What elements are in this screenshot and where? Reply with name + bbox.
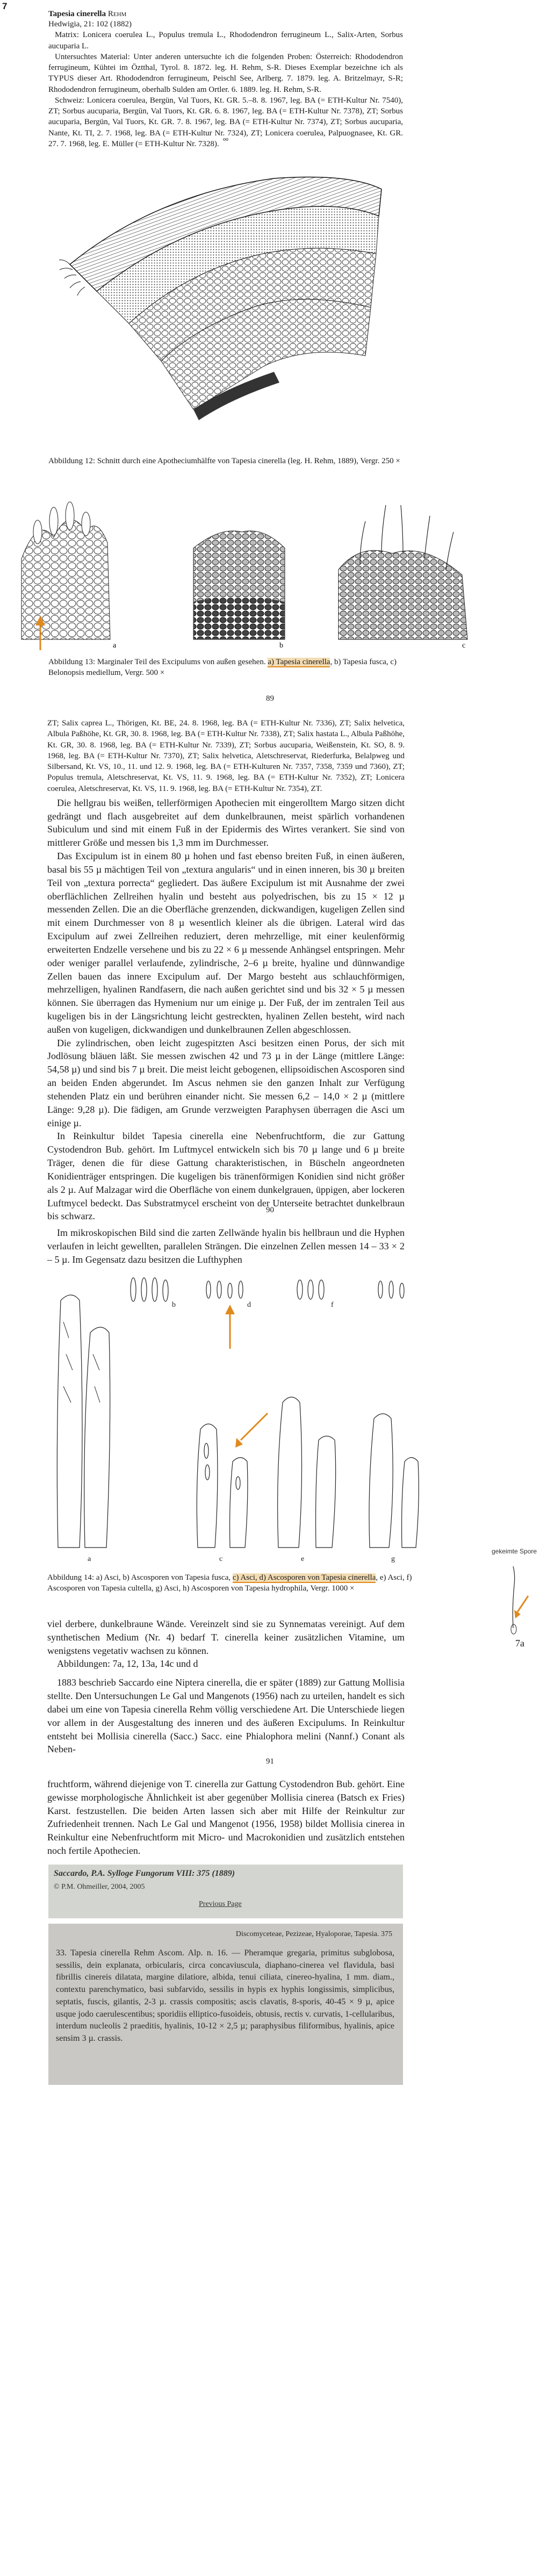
page-marker: 7 — [2, 1, 8, 11]
label-b: b — [279, 642, 283, 650]
matrix-text: Matrix: Lonicera coerulea L., Populus tremula L., Rhododendron ferrugineum L., Salix-Arten, Sorbus aucuparia L. — [48, 31, 403, 51]
scanned-saccardo-page — [48, 1924, 403, 2085]
label-e: e — [301, 1555, 305, 1563]
page-91-paragraph: fruchtform, während diejenige von T. cinerella zur Gattung Cystodendron Bub. gehört. Eine gewisse morphologische Ähnlichkeit ist aber gegenüber Mollisia cinerea (Batsch ex Fries) Karst. festzustellen. Die beiden Arten lassen sich aber mit Hilfe der Reinkultur zur Zufriedenheit trennen. Nach Le Gal und Mangenot (1956, 1958) bildet Mollisia cinerea in Reinkultur eine Nebenfruchtform mit Micro- und Macrokonidien und zusätzlich entstehen noch fertile Apothecien. — [47, 1779, 405, 1857]
excipulum-paragraph: Das Excipulum ist in einem 80 µ hohen und fast ebenso breiten Fuß, in einen äußeren, basal bis 55 µ mächtigen Teil von „textura angularis“ und in einen inneren, bis 30 µ breiten Teil von „textura porrecta“ gegliedert. Das äußere Excipulum ist mit Ausnahme der zwei oberflächlichen Zellreihen hyalin und besteht aus polyedrischen, bis zu 15 × 12 µ messenden Zellen. Die an die Oberfläche grenzenden, dickwandigen, kugeligen Zellen sind mit einem Durchmesser von 8 µ wesentlich kleiner als die übrigen. Lateral wird das Excipulum auf zwei Zellreihen reduziert, deren mehrzellige, mit einer keulenförmig erweiterten Endzelle versehene und bis zu 22 × 6 µ messende Anhängsel entspringen. Mehr oder weniger parallel verlaufende, zylindrische, 2–6 µ breite, hyaline und dünnwandige Zellen bauen das innere Excipulum auf. Der Margo besteht aus schlauchförmigen, mehrzelligen, hyalinen Randfasern, die nach außen gerichtet sind und bis 32 × 5 µ messen können. Sie überragen das Hymenium nur um einige µ. Der Fuß, der im zentralen Teil aus kugeligen bis in der Längsrichtung leicht gestreckten, hyalinen Zellen besteht, wird nach außen von kugeligen, dickwandigen und dunkelbraunen Zellen abgeschlossen. — [47, 851, 405, 1035]
label-a: a — [88, 1555, 91, 1563]
scan-header: Discomyceteae, Pezizeae, Hyaloporae, Tapesia. 375 — [235, 1930, 392, 1938]
label-c: c — [462, 642, 466, 650]
description-paragraph: Die hellgrau bis weißen, tellerförmigen Apothecien mit eingerolltem Margo sitzen dicht gedrängt und flach ausgebreitet auf dem dunkelbraunen, meist spärlich vorhandenen Subiculum und sind mit einem Fuß in der Epidermis des Wirtes verankert. Sie sind von mittlerer Größe und messen bis 1,3 mm im Durchmesser. — [47, 797, 405, 848]
asci-drawings — [47, 1268, 434, 1569]
card-copyright: © P.M. Ohmeiller, 2004, 2005 — [54, 1883, 145, 1891]
figure-14-caption: Abbildung 14: a) Asci, b) Ascosporen von Tapesia fusca, c) Asci, d) Ascosporen von Tapesia cinerella, e) Asci, f) Ascosporen von Tapesia cultella, g) Asci, h) Ascosporen von Tapesia hydrophila, Vergr. 1000 × — [47, 1573, 412, 1593]
figure-14 — [47, 1268, 434, 1612]
germinated-spore-figure — [492, 1548, 537, 1649]
highlighted-species: c) Asci, d) Ascosporen von Tapesia cinerella — [232, 1573, 376, 1582]
previous-page-link[interactable]: Previous Page — [199, 1900, 242, 1908]
figure-13-caption: Abbildung 13: Marginaler Teil des Excipulums von außen gesehen. a) Tapesia cinerella, b) Tapesia fusca, c) Belonopsis mediellum, Vergr. 500 × — [48, 658, 397, 678]
continuation-paragraph: viel derbere, dunkelbraune Wände. Vereinzelt sind sie zu Synnematas vereinigt. Auf dem synthetischen Medium (Nr. 4) bedarf T. cinerella keiner zusätzlichen Vitamine, um wenigstens vegetativ wachsen zu können. — [47, 1618, 405, 1656]
panel-a — [21, 502, 117, 650]
microscopy-paragraph: Im mikroskopischen Bild sind die zarten Zellwände hyalin bis hellbraun und die Hyphen verlaufen in leicht gewellten, parallelen Strängen. Die einzelnen Zellen messen 14 – 33 × 2 – 5 µ. Im Gegensatz dazu besitzen die Lufthyphen — [47, 1227, 405, 1265]
panel-b — [193, 531, 285, 650]
apothecium-section-drawing — [48, 130, 403, 463]
figure-12-caption: Abbildung 12: Schnitt durch eine Apotheciumhälfte von Tapesia cinerella (leg. H. Rehm, 1889), Vergr. 250 × — [48, 457, 400, 465]
spore-drawing — [492, 1564, 537, 1639]
species-title: Tapesia cinerella — [48, 10, 106, 18]
page-number-91: 91 — [266, 1757, 274, 1766]
figures-reference: Abbildungen: 7a, 12, 13a, 14c und d — [57, 1658, 198, 1670]
label-a: a — [113, 642, 117, 650]
panel-c — [339, 505, 467, 650]
page-number-89: 89 — [266, 694, 274, 703]
species-citation: Hedwigia, 21: 102 (1882) — [48, 20, 132, 28]
material-text: Untersuchtes Material: Unter anderen untersuchte ich die folgenden Proben: Österreich: Rhododendron ferrugineum, Kühtei im Öztthal, Tyrol. 8. 1872. leg. H. Rehm, S-R. Dieses Exemplar bezeichne ich als TYPUS dieser Art. Rhododendron ferrugineum, Peischl See, Arlberg. 7. 1879. leg. A. Britzelmayr, S-R; Rhododendron ferrugineum, oberhalb Sulden am Ortler. 6. 1889. leg. H. Rehm, S-R. — [48, 52, 403, 94]
page-90-lower — [47, 1617, 405, 1756]
page-90-body — [47, 718, 405, 1223]
figure-12 — [48, 130, 403, 463]
highlighted-species: a) Tapesia cinerella — [268, 658, 330, 666]
saccardo-paragraph: 1883 beschrieb Saccardo eine Niptera cinerella, die er später (1889) zur Gattung Mollisia stellte. Den Untersuchungen Le Gal und Mangenots (1956) nach zu urteilen, handelt es sich dabei um eine von Tapesia cinerella Rehm völlig verschiedene Art. Die Unterschiede liegen vor allem in der Ausgestaltung des inneren und des äußeren Excipulums. In Reinkultur entsteht bei Mollisia cinerella (Sacc.) Sacc. eine Phialophora melini (Nannf.) Conant als Neben- — [47, 1677, 405, 1755]
label-f: f — [331, 1301, 334, 1309]
side-note: gekeimte Spore — [492, 1548, 537, 1555]
excipulum-drawings — [16, 494, 521, 656]
card-title: Saccardo, P.A. Sylloge Fungorum VIII: 375 (1889) — [54, 1869, 235, 1878]
page-number-90: 90 — [266, 1206, 274, 1214]
asci-paragraph: Die zylindrischen, oben leicht zugespitzten Asci besitzen einen Porus, der sich mit Jodlösung bläuen läßt. Sie messen zwischen 42 und 73 µ in der Länge (mittlere Länge: 54,58 µ) und sind bis 7 µ breit. Die meist leicht gebogenen, ellipsoidischen Ascosporen sind an beiden Enden abgerundet. Im Ascus nehmen sie den ganzen Inhalt zur Verfügung stehenden Platz ein und berühren einander nicht. Sie messen 6,2 – 14,0 × 2 µ (mittlere Länge: 9,28 µ). Die fädigen, am Grunde verzweigten Paraphysen überragen die Asci um einige µ. — [47, 1037, 405, 1128]
label-b: b — [172, 1301, 176, 1309]
material-text-ch: Schweiz: Lonicera coerulea, Bergün, Val Tuors, Kt. GR. 5.–8. 8. 1967, leg. BA (= ETH-Kultur Nr. 7540), ZT; Sorbus aucuparia, Bergün, Val Tuors, Kt. GR. 6. 8. 1967, leg. BA (= ETH-Kultur Nr. 7378), ZT; Sorbus aucuparia, Bergün, Val Tuors, Kt. GR. 7. 8. 1967, leg. BA (= ETH-Kultur Nr. 7374), ZT; Sorbus aucuparia, Nante, Kt. TI, 2. 7. 1968, leg. BA (= ETH-Kultur Nr. 7324), ZT; Lonicera coerulea, Palpuognasee, Kt. GR. 27. 7. 1968, leg. E. Müller (= ETH-Kultur Nr. 7328). — [48, 96, 403, 148]
culture-paragraph: In Reinkultur bildet Tapesia cinerella eine Nebenfruchtform, die zur Gattung Cystodendron Bub. gehört. Im Luftmycel entwickeln sich bis 70 µ lange und 6 µ breite Träger, denen die für diese Gattung charakteristischen, in Büscheln angeordneten Konidienträger entspringen. Die kugeligen bis tränenförmigen Konidien sind nicht größer als 2 µ. Auf Malzagar wird die Oberfläche von einem dunkelgrauen, üppigen, aber lockeren Luftmycel bedeckt. Das Substratmycel erscheint von der Unterseite betrachtet dunkelbraun bis schwarz. — [47, 1131, 405, 1222]
saccardo-card — [48, 1865, 403, 1918]
svg-text:oo: oo — [223, 136, 228, 142]
scan-entry: 33. Tapesia cinerella Rehm Ascom. Alp. n. 16. — Pheramque gregaria, primitus subglobosa, sessilis, dein explanata, orbicularis, circa concaviuscula, diaphano-cinerea vel flavidula, basi fibrillis cinereis dilatata, margine dilatiore, albida, tenui ciliata, cinereo-hyalina, 1 mm. diam., contextu parenchymatico, basi subfarvido, sessilis in hypis ex hyphis longissimis, simplicibus, septatis, fuscis, gilantis, 2-3 µ. crassis compositis; ascis clavatis, 8-sporis, 40-45 × 9 µ, apice usque jodo caerulescentibus; sporidiis elliptico-fusoideis, obtusis, rectis v. curvatis, 1-cellularibus, interdum nucleolis 2 praeditis, hyalinis, 10-12 × 2,5 µ; paraphysibus filiformibus, hyalinis, apice sensim 3 µ. crassis. — [56, 1948, 394, 2043]
species-author: Rehm — [107, 10, 127, 18]
figure-13 — [16, 494, 521, 678]
side-label: 7a — [515, 1638, 524, 1649]
collection-list: ZT; Salix caprea L., Thörigen, Kt. BE, 24. 8. 1968, leg. BA (= ETH-Kultur Nr. 7336), ZT; Salix helvetica, Albula Paßhöhe, Kt. GR, 30. 8. 1968, leg. BA (= ETH-Kultur Nr. 7338), ZT; Salix hastata L., Albula Paßhöhe, Kt. GR, 30. 8. 1968, leg. BA (= ETH-Kultur Nr. 7339), ZT; Sorbus aucuparia, Weißenstein, Kt. SO, 8. 9. 1968, leg. BA (= ETH-Kultur Nr. 7370), ZT; Salix helvetica, Aletschreservat, Riederfurka, Belalpweg und Silbersand, Kt. VS, 10., 11. und 12. 9. 1968, leg. BA (= ETH-Kulturen Nr. 7357, 7358, 7359 und 7360), ZT; Populus tremula, Aletschreservat, Kt. VS, 11. 9. 1968, leg. BA (= ETH-Kultur Nr. 7352), ZT; Lonicera coerulea, Aletschreservat, Kt. VS, 11. 9. 1968, leg. BA (= ETH-Kultur Nr. 7354), ZT. — [47, 719, 405, 793]
arrow-icon — [225, 1305, 235, 1349]
label-c: c — [219, 1555, 223, 1563]
arrow-icon — [235, 1413, 268, 1448]
label-g: g — [391, 1555, 395, 1563]
label-d: d — [247, 1301, 251, 1309]
species-header — [48, 10, 403, 149]
